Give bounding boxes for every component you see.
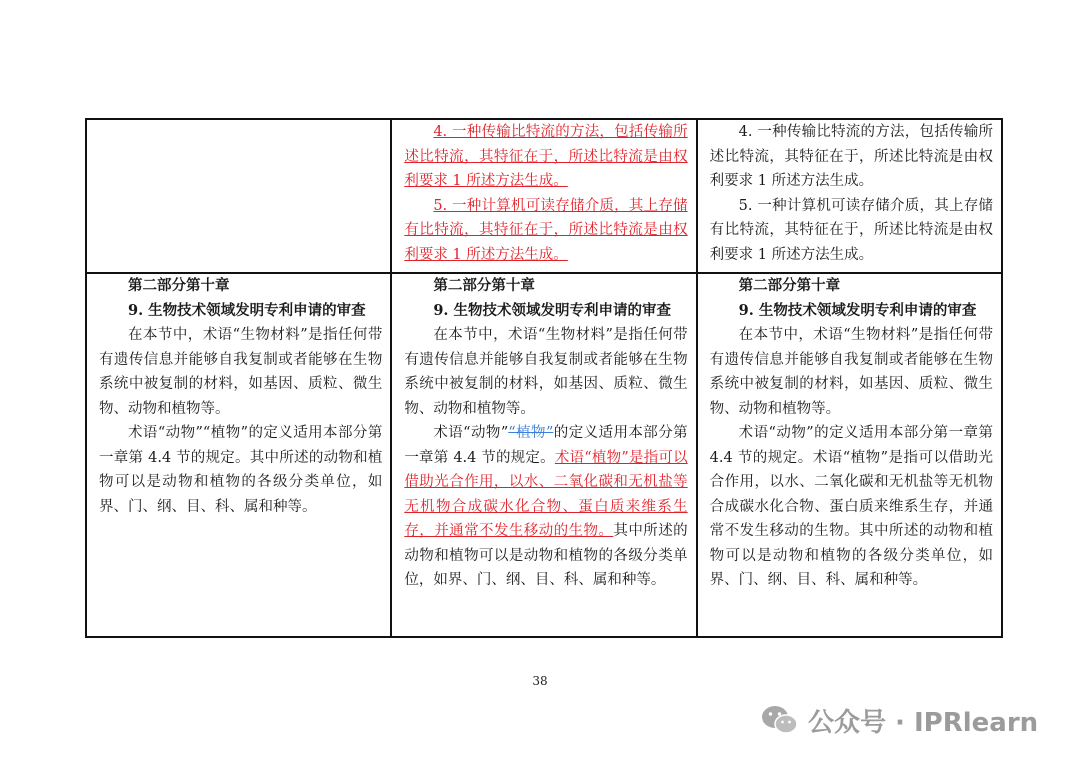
section-heading: 9. 生物技术领域发明专利申请的审查 (433, 301, 672, 319)
page-number: 38 (532, 674, 548, 688)
def-text-a: 术语“动物” (433, 425, 509, 441)
def-text-c: 其中所述的动物和植物可以是动物和植物的各级分类单位，如界、门、纲、目、科、属和种等。 (404, 523, 688, 588)
row2-col2-cell (391, 273, 696, 637)
row1-col1-cell (86, 119, 391, 273)
watermark-text: 公众号 · IPRlearn (808, 707, 1039, 738)
definition-paragraph: 术语“动物”“植物”的定义适用本部分第一章第 4.4 节的规定。其中所述的动物和植物可以是动物和植物的各级分类单位，如界、门、纲、目、科、属和种等。 (99, 425, 383, 515)
table-row (86, 119, 1002, 273)
deleted-text: “植物” (508, 425, 554, 441)
section-heading: 9. 生物技术领域发明专利申请的审查 (128, 301, 366, 319)
wechat-icon (760, 703, 800, 737)
claim-4-clean: 4. 一种传输比特流的方法，包括传输所述比特流，其特征在于，所述比特流是由权利要求 1 所述方法生成。 (709, 124, 993, 189)
claim-4-amended: 4. 一种传输比特流的方法，包括传输所述比特流，其特征在于，所述比特流是由权利要求 1 所述方法生成。 (404, 124, 688, 189)
definition-paragraph: 术语“动物”的定义适用本部分第一章第 4.4 节的规定。术语“植物”是指可以借助光合作用，以水、二氧化碳和无机盐等无机物合成碳水化合物、蛋白质来维系生存，并通常不发生移动的生物。其中所述的动物和植物可以是动物和植物的各级分类单位，如界、门、纲、目、科、属和种等。 (709, 425, 993, 588)
intro-paragraph: 在本节中，术语“生物材料”是指任何带有遗传信息并能够自我复制或者能够在生物系统中被复制的材料，如基因、质粒、微生物、动物和植物等。 (709, 327, 993, 417)
section-heading: 9. 生物技术领域发明专利申请的审查 (738, 301, 977, 319)
chapter-title: 第二部分第十章 (738, 277, 841, 294)
row1-col2-cell (391, 119, 696, 273)
intro-paragraph: 在本节中，术语“生物材料”是指任何带有遗传信息并能够自我复制或者能够在生物系统中被复制的材料，如基因、质粒、微生物、动物和植物等。 (99, 327, 383, 417)
comparison-table (85, 118, 1003, 638)
row2-col3-cell (697, 273, 1002, 637)
claim-5-clean: 5. 一种计算机可读存储介质，其上存储有比特流，其特征在于，所述比特流是由权利要求 1 所述方法生成。 (709, 197, 993, 263)
inserted-text: 术语“植物”是指可以借助光合作用，以水、二氧化碳和无机盐等无机物合成碳水化合物、蛋白质来维系生存，并通常不发生移动的生物。 (404, 449, 688, 539)
claim-5-amended: 5. 一种计算机可读存储介质，其上存储有比特流，其特征在于，所述比特流是由权利要求 1 所述方法生成。 (404, 197, 688, 263)
definition-paragraph-amended (404, 421, 687, 593)
def-text-b: 的定义适用本部分第一章第 4.4 节的规定。 (404, 425, 688, 466)
chapter-title: 第二部分第十章 (433, 277, 535, 294)
row2-col1-cell (86, 273, 391, 637)
watermark (760, 700, 1038, 740)
intro-paragraph: 在本节中，术语“生物材料”是指任何带有遗传信息并能够自我复制或者能够在生物系统中被复制的材料，如基因、质粒、微生物、动物和植物等。 (404, 327, 688, 417)
row1-col3-cell (697, 119, 1002, 273)
table-row (86, 273, 1002, 637)
chapter-title: 第二部分第十章 (128, 277, 230, 294)
